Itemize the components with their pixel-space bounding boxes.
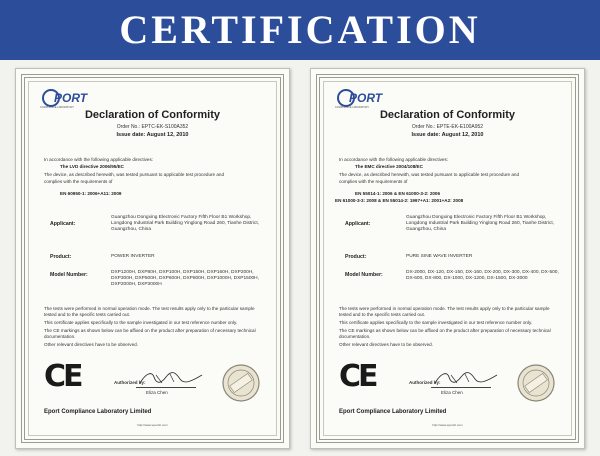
logo-subtitle: COMPLIANCE LABORATORY — [335, 106, 370, 109]
website-text: http://www.eporttc.com — [137, 423, 168, 427]
note-4: Other relevant directives have to be observed. — [339, 342, 433, 347]
logo-text: PORT — [349, 91, 383, 105]
applicant-label: Applicant: — [345, 221, 371, 227]
product-label: Product: — [345, 254, 367, 260]
logo-subtitle: COMPLIANCE LABORATORY — [40, 106, 75, 109]
order-number: Order No.: EPTC-EK-S100A352 — [116, 124, 189, 130]
eport-logo — [337, 89, 389, 107]
product-value: PURE SINE WAVE INVERTER — [406, 254, 473, 259]
certificate-title: Declaration of Conformity — [84, 109, 221, 121]
model-number-value: DXP1200H, DXP80H, DXP100H, DXP150H, DXP160H, DXP200H, DXP300H, DXP500H, DXP600H, DXP800H, DXP1000H, DXP1500H, DXP2000H, DXP3000H — [111, 270, 259, 287]
applicant-value: Guangzhou Dongxing Electronic Factory Fifth Floor B1 Workshop, Longdong Industrial Park Building Yinglong Road 260, Tianhe District, Guangzhou, China — [406, 215, 554, 232]
intro-text: In accordance with the following applicable directives: — [44, 157, 154, 162]
note-1: The tests were performed in normal operation mode. The test results apply only to the particular sample tested and to the specific tests carried out. — [44, 306, 255, 317]
certification-banner — [0, 0, 600, 60]
tested-text-1: The device, as described herewith, was tested pursuant to applicable test procedure and — [44, 172, 225, 177]
intro-text: In accordance with the following applicable directives: — [339, 157, 449, 162]
laboratory-name: Eport Compliance Laboratory Limited — [339, 409, 447, 415]
signer-name: Eliza Chen — [441, 390, 463, 395]
note-2: This certificate applies specifically to the sample investigated in our test reference number only. — [44, 320, 238, 325]
website-text: http://www.eporttc.com — [432, 423, 463, 427]
applicant-label: Applicant: — [50, 221, 76, 227]
model-number-label: Model Number: — [50, 272, 88, 278]
certificate-title: Declaration of Conformity — [379, 109, 516, 121]
ce-mark: CE — [339, 359, 376, 394]
product-value: POWER INVERTER — [111, 254, 155, 259]
banner-title: CERTIFICATION — [119, 7, 481, 52]
issue-date: Issue date: August 12, 2010 — [411, 132, 484, 138]
directive-text: The EMC directive 2004/108/EC — [355, 164, 423, 169]
certificate-lvd — [15, 68, 290, 449]
standards-text-1: EN 55014-1: 2006 & EN 61000-3-2: 2006 — [355, 191, 441, 196]
logo-text: PORT — [54, 91, 88, 105]
note-1: The tests were performed in normal operation mode. The test results apply only to the particular sample tested and to the specific tests carried out. — [339, 306, 550, 317]
applicant-value: Guangzhou Dongxing Electronic Factory Fifth Floor B1 Workshop, Longdong Industrial Park Building Yinglong Road 260, Tianhe District, Guangzhou, China — [111, 215, 259, 232]
order-number: Order No.: EPTE-EK-E100A952 — [411, 124, 484, 130]
company-seal-icon — [516, 363, 556, 403]
model-number-label: Model Number: — [345, 272, 383, 278]
ce-mark: CE — [44, 359, 81, 394]
tested-text-1: The device, as described herewith, was tested pursuant to applicable test procedure and — [339, 172, 520, 177]
certificate-emc — [310, 68, 585, 449]
signer-name: Eliza Chen — [146, 390, 168, 395]
tested-text-2: complies with the requirements of — [44, 179, 113, 184]
signature-icon — [431, 369, 501, 387]
note-3: The CE markings as shown below can be affixed on the product after preparation of necessary technical documentation. — [44, 328, 256, 339]
signature-line — [136, 387, 196, 388]
standards-text-1: EN 60950-1: 2006+A11: 2009 — [60, 191, 122, 196]
standards-text-2: EN 61000-3-3: 2008 & EN 55014-2: 1997+A1: 2001+A2: 2008 — [335, 198, 464, 203]
note-2: This certificate applies specifically to the sample investigated in our test reference number only. — [339, 320, 533, 325]
tested-text-2: complies with the requirements of — [339, 179, 408, 184]
model-number-value: DX-2000, DX-120, DX-150, DX-160, DX-200, DX-300, DX-400, DX-500, DX-600, DX-800, DX-1000, DX-1200, DX-1500, DX-3000 — [406, 270, 559, 281]
authorized-by-label: Authorized by: — [114, 380, 146, 385]
note-3: The CE markings as shown below can be affixed on the product after preparation of necessary technical documentation. — [339, 328, 551, 339]
product-label: Product: — [50, 254, 72, 260]
note-4: Other relevant directives have to be observed. — [44, 342, 138, 347]
directive-text: The LVD directive 2006/95/EC — [60, 164, 125, 169]
laboratory-name: Eport Compliance Laboratory Limited — [44, 409, 152, 415]
company-seal-icon — [221, 363, 261, 403]
issue-date: Issue date: August 12, 2010 — [116, 132, 189, 138]
eport-logo — [42, 89, 94, 107]
signature-icon — [136, 369, 206, 387]
signature-line — [431, 387, 491, 388]
authorized-by-label: Authorized by: — [409, 380, 441, 385]
